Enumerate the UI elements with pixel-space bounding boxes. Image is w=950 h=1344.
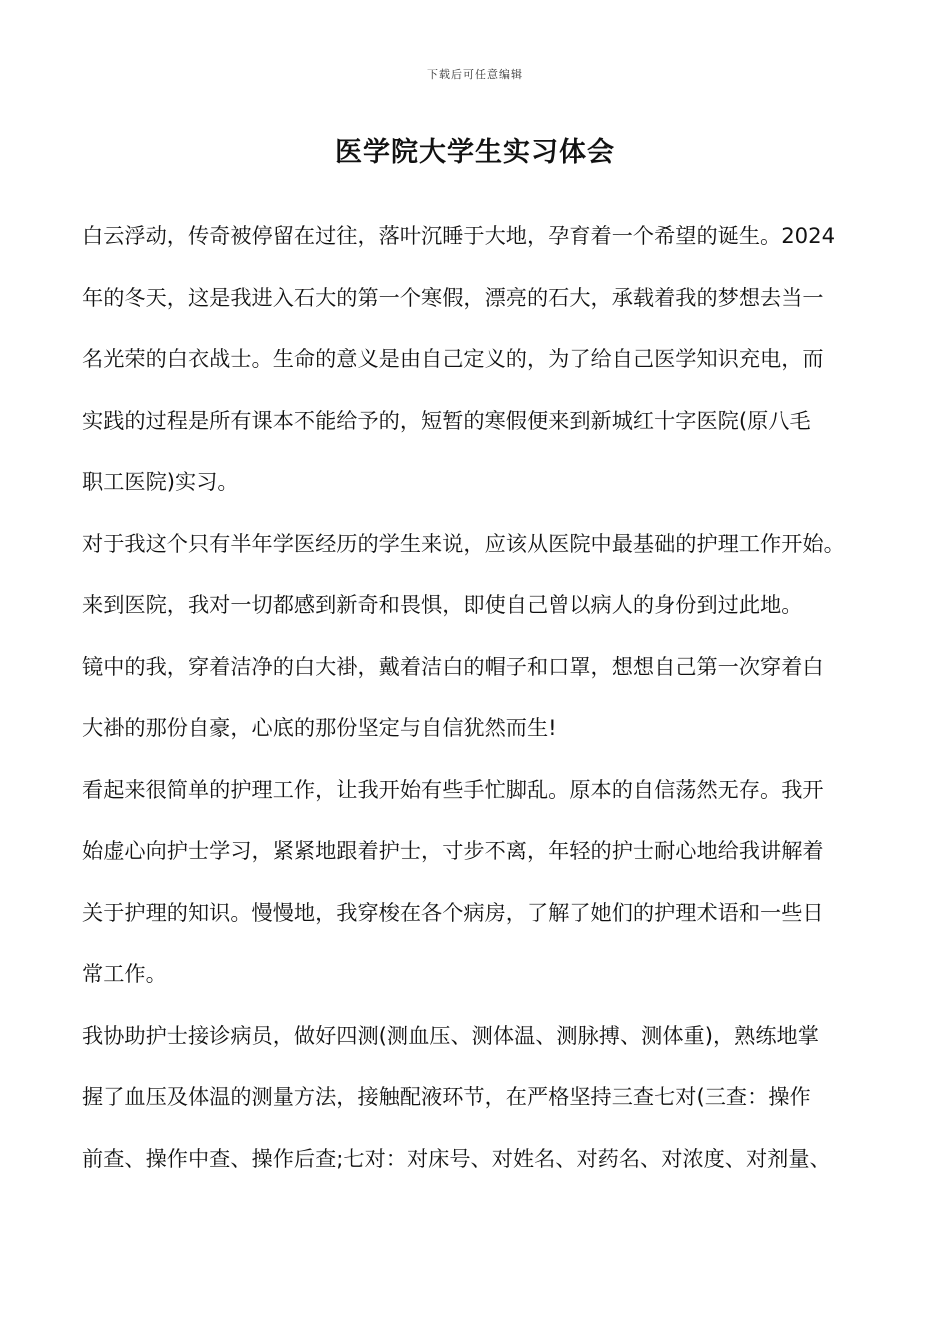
text-line: 关于护理的知识。慢慢地，我穿梭在各个病房，了解了她们的护理术语和一些日 bbox=[82, 899, 824, 925]
document-body bbox=[82, 213, 882, 1197]
text-line: 握了血压及体温的测量方法，接触配液环节，在严格坚持三查七对(三查：操作 bbox=[82, 1084, 811, 1109]
text-line: 来到医院，我对一切都感到新奇和畏惧，即使自己曾以病人的身份到过此地。 bbox=[82, 592, 803, 617]
text-line: 大褂的那份自豪，心底的那份坚定与自信犹然而生! bbox=[82, 715, 557, 740]
text-line: 职工医院)实习。 bbox=[82, 469, 239, 494]
text-line: 始虚心向护士学习，紧紧地跟着护士，寸步不离，年轻的护士耐心地给我讲解着 bbox=[82, 838, 824, 863]
text-line: 对于我这个只有半年学医经历的学生来说，应该从医院中最基础的护理工作开始。 bbox=[82, 530, 845, 556]
text-line: 白云浮动，传奇被停留在过往，落叶沉睡于大地，孕育着一个希望的诞生。2024 bbox=[82, 223, 836, 248]
text-line: 看起来很简单的护理工作，让我开始有些手忙脚乱。原本的自信荡然无存。我开 bbox=[82, 776, 824, 802]
text-line: 镜中的我，穿着洁净的白大褂，戴着洁白的帽子和口罩，想想自己第一次穿着白 bbox=[82, 653, 824, 679]
text-line: 前查、操作中查、操作后查;七对：对床号、对姓名、对药名、对浓度、对剂量、 bbox=[82, 1145, 831, 1171]
text-line: 名光荣的白衣战士。生命的意义是由自己定义的，为了给自己医学知识充电，而 bbox=[82, 346, 824, 371]
document-title: 医学院大学生实习体会 bbox=[335, 137, 615, 168]
text-line: 实践的过程是所有课本不能给予的，短暂的寒假便来到新城红十字医院(原八毛 bbox=[82, 407, 811, 433]
header-note: 下载后可任意编辑 bbox=[427, 68, 523, 81]
text-line: 年的冬天，这是我进入石大的第一个寒假，漂亮的石大，承载着我的梦想去当一 bbox=[82, 284, 824, 310]
text-line: 常工作。 bbox=[82, 961, 167, 986]
text-line: 我协助护士接诊病员，做好四测(测血压、测体温、测脉搏、测体重)，熟练地掌 bbox=[82, 1022, 819, 1048]
